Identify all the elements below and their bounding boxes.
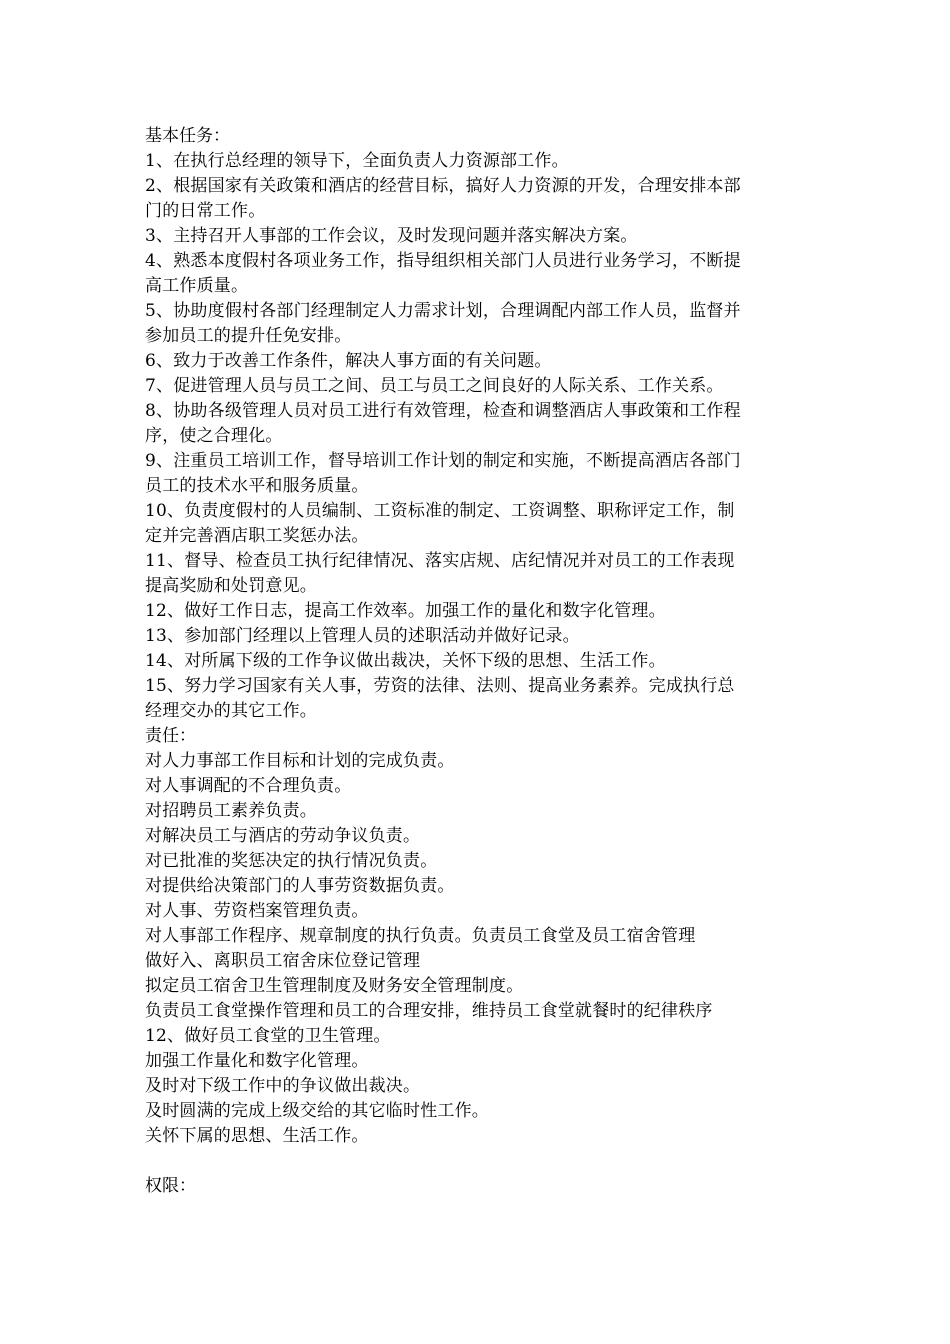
task-line: 10、负责度假村的人员编制、工资标准的制定、工资调整、职称评定工作，制	[145, 501, 735, 521]
responsibility-line: 对提供给决策部门的人事劳资数据负责。	[145, 876, 455, 896]
tasks-list	[145, 149, 825, 724]
responsibility-line: 对人事调配的不合理负责。	[145, 776, 352, 796]
task-line: 5、协助度假村各部门经理制定人力需求计划，合理调配内部工作人员，监督并	[145, 301, 741, 321]
document-body	[145, 124, 825, 1199]
task-line: 9、注重员工培训工作，督导培训工作计划的制定和实施，不断提高酒店各部门	[145, 451, 741, 471]
responsibility-list	[145, 749, 825, 1149]
responsibility-line: 及时圆满的完成上级交给的其它临时性工作。	[145, 1101, 489, 1121]
task-line: 8、协助各级管理人员对员工进行有效管理，检查和调整酒店人事政策和工作程	[145, 401, 741, 421]
task-line: 2、根据国家有关政策和酒店的经营目标，搞好人力资源的开发，合理安排本部	[145, 176, 741, 196]
task-line: 员工的技术水平和服务质量。	[145, 476, 369, 496]
task-line: 3、主持召开人事部的工作会议，及时发现问题并落实解决方案。	[145, 226, 638, 246]
task-line: 定并完善酒店职工奖惩办法。	[145, 526, 369, 546]
task-line: 12、做好工作日志，提高工作效率。加强工作的量化和数字化管理。	[145, 601, 666, 621]
responsibility-line: 对人事、劳资档案管理负责。	[145, 901, 369, 921]
responsibility-line: 对人事部工作程序、规章制度的执行负责。负责员工食堂及员工宿舍管理	[145, 926, 696, 946]
responsibility-line: 对已批准的奖惩决定的执行情况负责。	[145, 851, 438, 871]
task-line: 参加员工的提升任免安排。	[145, 326, 352, 346]
task-line: 4、熟悉本度假村各项业务工作，指导组织相关部门人员进行业务学习，不断提	[145, 251, 741, 271]
task-line: 序，使之合理化。	[145, 426, 283, 446]
authority-heading: 权限：	[145, 1176, 196, 1196]
task-line: 门的日常工作。	[145, 201, 266, 221]
responsibility-line: 12、做好员工食堂的卫生管理。	[145, 1026, 391, 1046]
task-line: 高工作质量。	[145, 276, 249, 296]
task-line: 13、参加部门经理以上管理人员的述职活动并做好记录。	[145, 626, 580, 646]
task-line: 11、督导、检查员工执行纪律情况、落实店规、店纪情况并对员工的工作表现	[145, 551, 735, 571]
responsibility-line: 对解决员工与酒店的劳动争议负责。	[145, 826, 421, 846]
responsibility-line: 加强工作量化和数字化管理。	[145, 1051, 369, 1071]
task-line: 提高奖励和处罚意见。	[145, 576, 317, 596]
responsibility-line: 负责员工食堂操作管理和员工的合理安排，维持员工食堂就餐时的纪律秩序	[145, 1001, 713, 1021]
task-line: 6、致力于改善工作条件，解决人事方面的有关问题。	[145, 351, 552, 371]
blank-line	[145, 1149, 825, 1174]
responsibility-line: 做好入、离职员工宿舍床位登记管理	[145, 951, 421, 971]
task-line: 1、在执行总经理的领导下，全面负责人力资源部工作。	[145, 151, 569, 171]
task-line: 14、对所属下级的工作争议做出裁决，关怀下级的思想、生活工作。	[145, 651, 666, 671]
tasks-heading: 基本任务：	[145, 126, 230, 146]
task-line: 7、促进管理人员与员工之间、员工与员工之间良好的人际关系、工作关系。	[145, 376, 724, 396]
responsibility-line: 关怀下属的思想、生活工作。	[145, 1126, 369, 1146]
task-line: 经理交办的其它工作。	[145, 701, 317, 721]
responsibility-line: 拟定员工宿舍卫生管理制度及财务安全管理制度。	[145, 976, 524, 996]
responsibility-line: 及时对下级工作中的争议做出裁决。	[145, 1076, 421, 1096]
responsibility-heading: 责任：	[145, 726, 196, 746]
responsibility-line: 对招聘员工素养负责。	[145, 801, 317, 821]
responsibility-line: 对人力事部工作目标和计划的完成负责。	[145, 751, 455, 771]
task-line: 15、努力学习国家有关人事，劳资的法律、法则、提高业务素养。完成执行总	[145, 676, 735, 696]
